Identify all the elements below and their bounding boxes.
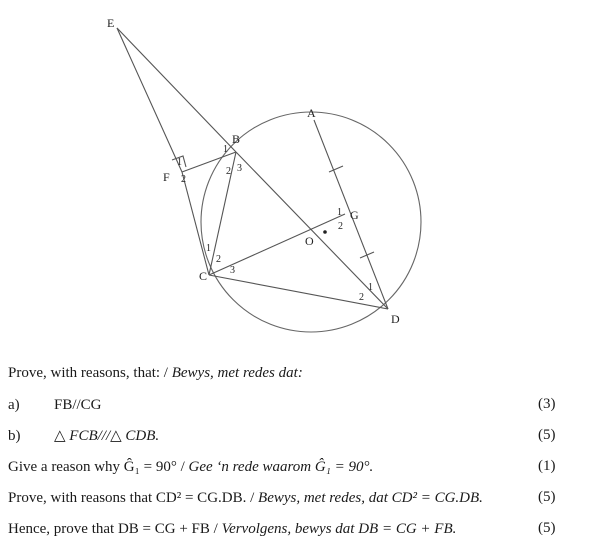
question-c-af: Gee ‘n rede waarom Ĝ₁ = 90°. — [188, 459, 374, 475]
label-g: G — [350, 208, 359, 222]
instruction-en: Prove, with reasons, that: / — [8, 365, 172, 381]
angle-c3: 3 — [230, 265, 235, 276]
label-b: B — [232, 132, 241, 146]
angle-c2: 2 — [216, 254, 221, 265]
angle-b2: 2 — [226, 166, 231, 177]
centre-dot — [323, 230, 327, 234]
instruction-af: Bewys, met redes dat: — [171, 365, 303, 381]
question-a-marks: (3) — [538, 396, 556, 412]
question-a-label: a) — [8, 397, 20, 413]
line-bc — [209, 152, 236, 275]
question-b — [8, 427, 160, 445]
angle-g2: 2 — [338, 221, 343, 232]
angle-b1: 1 — [223, 144, 228, 155]
question-d-marks: (5) — [538, 489, 556, 505]
line-eb — [117, 28, 236, 152]
tick-mark-ag — [329, 166, 343, 172]
label-c: C — [199, 269, 208, 283]
question-a — [8, 396, 102, 414]
question-c — [8, 458, 373, 476]
label-d: D — [391, 312, 400, 326]
question-a-text: FB//CG — [54, 397, 102, 413]
question-e — [8, 520, 456, 538]
question-e-marks: (5) — [538, 520, 556, 536]
tick-mark-gd — [360, 252, 374, 258]
question-e-af: Vervolgens, bewys dat DB = CG + FB. — [221, 521, 457, 537]
angle-c1: 1 — [206, 243, 211, 254]
angle-f2: 2 — [181, 174, 186, 185]
question-b-text: △ FCB///△ CDB. — [54, 428, 160, 444]
angle-f1: 1 — [177, 157, 182, 168]
angle-d2: 2 — [359, 292, 364, 303]
question-d — [8, 489, 483, 507]
line-bd — [236, 152, 388, 309]
line-fc — [182, 172, 209, 275]
question-d-af: Bewys, met redes, dat CD² = CG.DB. — [258, 490, 483, 506]
question-c-marks: (1) — [538, 458, 556, 474]
angle-g1: 1 — [337, 207, 342, 218]
label-o: O — [305, 234, 314, 248]
angle-d1: 1 — [368, 282, 373, 293]
question-e-en: Hence, prove that DB = CG + FB / — [8, 521, 222, 537]
question-d-en: Prove, with reasons that CD² = CG.DB. / — [8, 490, 259, 506]
label-a: A — [307, 106, 316, 120]
question-b-label: b) — [8, 428, 21, 444]
line-ef — [117, 28, 182, 172]
instruction — [8, 364, 303, 382]
question-c-en: Give a reason why Ĝ₁ = 90° / — [8, 459, 189, 475]
label-e: E — [107, 16, 115, 30]
angle-b3: 3 — [237, 163, 242, 174]
label-f: F — [163, 170, 170, 184]
question-b-marks: (5) — [538, 427, 556, 443]
